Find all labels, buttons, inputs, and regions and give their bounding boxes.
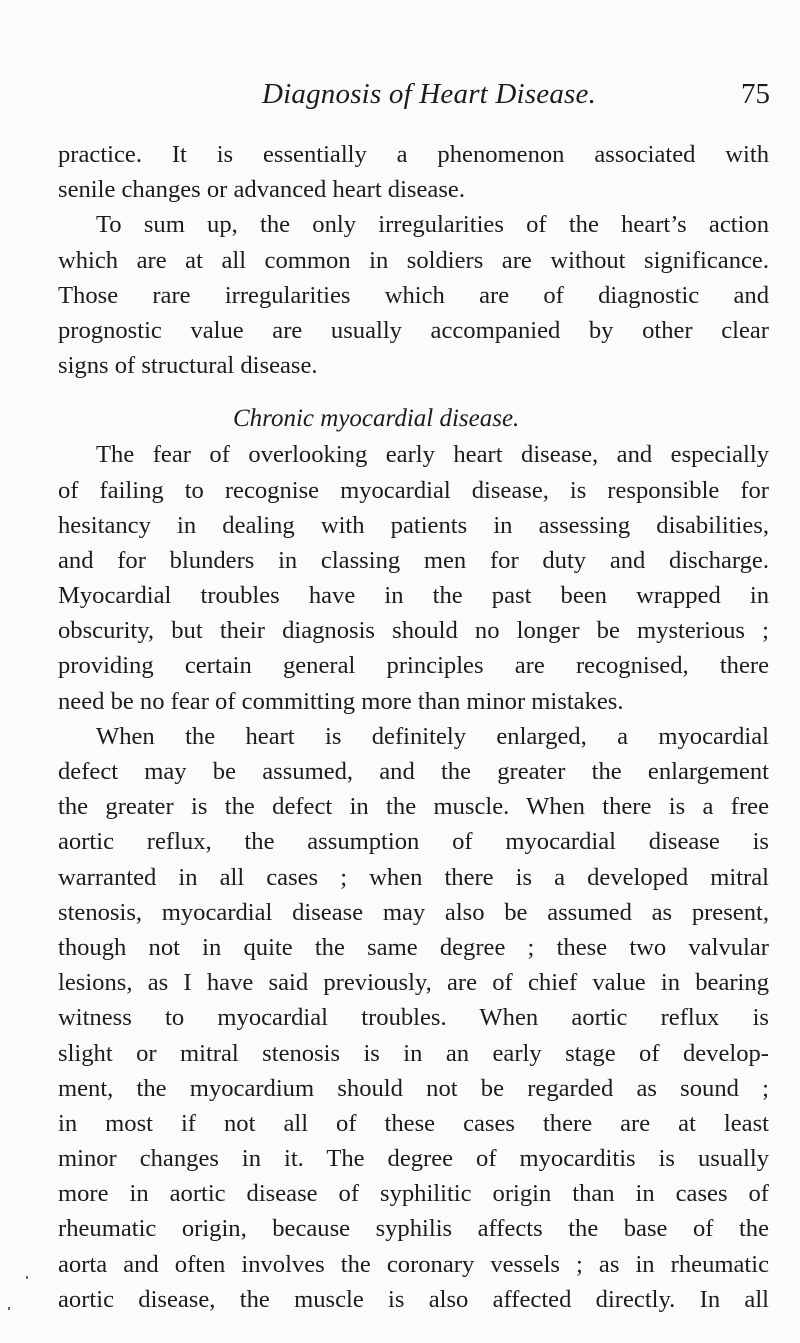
text-line: in most if not all of these cases there are at least [58, 1109, 769, 1137]
text-line: aorta and often involves the coronary vessels ; as in rheumatic [58, 1250, 769, 1278]
paragraph-3 [58, 437, 769, 719]
text-line: obscurity, but their diagnosis should no longer be mysterious ; [58, 617, 769, 645]
margin-speck [26, 1276, 28, 1279]
running-title: Diagnosis of Heart Disease. [262, 78, 597, 110]
text-line: witness to myocardial troubles. When aortic reflux is [58, 1004, 769, 1032]
text-line: practice. It is essentially a phenomenon associated with [58, 141, 769, 168]
text-line: senile changes or advanced heart disease. [58, 176, 465, 204]
text-line: though not in quite the same degree ; these two valvular [58, 933, 769, 961]
text-line: signs of structural disease. [58, 352, 318, 380]
text-line: To sum up, the only irregularities of the heart’s action [96, 211, 769, 239]
text-line: defect may be assumed, and the greater the enlargement [58, 758, 769, 785]
text-line: aortic disease, the muscle is also affected directly. In all [58, 1285, 769, 1313]
text-line: lesions, as I have said previously, are of chief value in bearing [58, 969, 769, 997]
text-line: providing certain general principles are recognised, there [58, 652, 769, 680]
text-line: stenosis, myocardial disease may also be assumed as present, [58, 898, 769, 926]
text-line: Those rare irregularities which are of diagnostic and [58, 281, 769, 309]
section-heading: Chronic myocardial disease. [233, 405, 520, 433]
text-line: hesitancy in dealing with patients in assessing disabilities, [58, 511, 769, 539]
text-line: more in aortic disease of syphilitic origin than in cases of [58, 1180, 769, 1208]
text-line: prognostic value are usually accompanied by other clear [58, 316, 769, 344]
text-line: which are at all common in soldiers are without significance. [58, 246, 769, 274]
text-line: When the heart is definitely enlarged, a myocardial [96, 722, 769, 750]
page-number: 75 [741, 78, 770, 110]
text-line: and for blunders in classing men for duty and discharge. [58, 546, 769, 574]
text-line: Myocardial troubles have in the past been wrapped in [58, 582, 769, 610]
text-line: ment, the myocardium should not be regarded as sound ; [58, 1074, 769, 1102]
text-line: aortic reflux, the assumption of myocardial disease is [58, 828, 769, 856]
text-line: slight or mitral stenosis is in an early stage of develop- [58, 1039, 769, 1067]
paragraph-2 [58, 207, 769, 383]
paragraph-4 [58, 719, 769, 1317]
text-line: warranted in all cases ; when there is a developed mitral [58, 863, 769, 891]
text-line: the greater is the defect in the muscle. When there is a free [58, 793, 769, 821]
paragraph-1 [58, 137, 769, 207]
running-head [262, 74, 770, 114]
text-line: of failing to recognise myocardial disease, is responsible for [58, 476, 769, 504]
body-text [58, 137, 769, 1317]
margin-speck [8, 1307, 10, 1310]
text-line: rheumatic origin, because syphilis affects the base of the [58, 1215, 769, 1243]
text-line: The fear of overlooking early heart disease, and especially [96, 441, 769, 469]
text-line: need be no fear of committing more than minor mistakes. [58, 687, 624, 715]
text-line: minor changes in it. The degree of myocarditis is usually [58, 1145, 769, 1173]
